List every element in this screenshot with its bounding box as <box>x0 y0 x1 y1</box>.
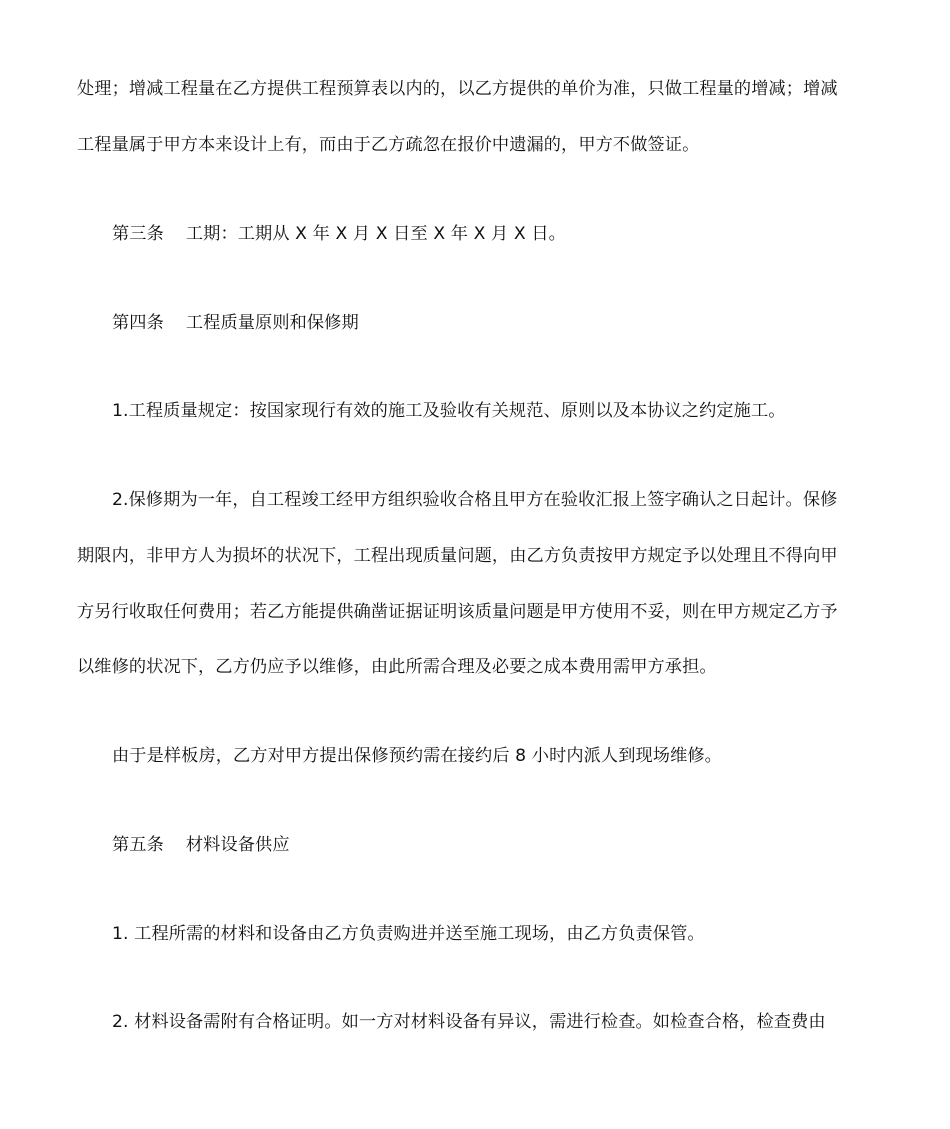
article-4-heading <box>112 311 877 335</box>
paragraph-line: 工程量属于甲方本来设计上有，而由于乙方疏忽在报价中遗漏的，甲方不做签证。 <box>77 135 700 155</box>
article-3 <box>112 222 877 246</box>
article-3-text: 工期：工期从 X 年 X 月 X 日至 X 年 X 月 X 日。 <box>185 224 566 244</box>
paragraph-line: 方另行收取任何费用；若乙方能提供确凿证据证明该质量问题是甲方使用不妥，则在甲方规定乙方予 <box>77 602 838 622</box>
paragraph-line: 处理；增减工程量在乙方提供工程预算表以内的，以乙方提供的单价为准，只做工程量的增减；增减 <box>77 79 838 99</box>
article-4-item-2: 2.保修期为一年，自工程竣工经甲方组织验收合格且甲方在验收汇报上签字确认之日起计。保修 <box>112 490 838 510</box>
paragraph-line: 以维修的状况下，乙方仍应予以维修，由此所需合理及必要之成本费用需甲方承担。 <box>77 657 717 677</box>
article-5-heading <box>112 833 877 857</box>
article-5-item-2: 2. 材料设备需附有合格证明。如一方对材料设备有异议，需进行检查。如检查合格，检查费由 <box>112 1012 826 1032</box>
article-5-label: 第五条 <box>112 835 164 855</box>
article-4-title: 工程质量原则和保修期 <box>185 313 359 333</box>
article-4-label: 第四条 <box>112 313 164 333</box>
sample-room-note: 由于是样板房，乙方对甲方提出保修预约需在接约后 8 小时内派人到现场维修。 <box>112 746 722 766</box>
article-4-item-1: 1.工程质量规定：按国家现行有效的施工及验收有关规范、原则以及本协议之约定施工。 <box>112 401 786 421</box>
article-5-item-1: 1. 工程所需的材料和设备由乙方负责购进并送至施工现场，由乙方负责保管。 <box>112 924 705 944</box>
article-5-title: 材料设备供应 <box>185 835 290 855</box>
article-3-label: 第三条 <box>112 224 164 244</box>
paragraph-line: 期限内，非甲方人为损坏的状况下，工程出现质量问题，由乙方负责按甲方规定予以处理且不得向甲 <box>77 546 838 566</box>
